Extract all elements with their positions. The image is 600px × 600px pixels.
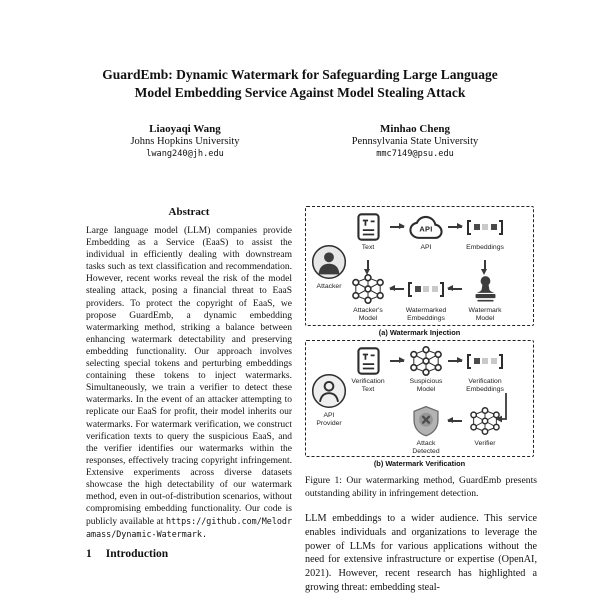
figure1-panel-b <box>305 340 534 457</box>
author-2-email: mmc7149@psu.edu <box>376 149 454 159</box>
attack-detected-label: Attack Detected <box>412 440 440 455</box>
author-2-name: Minhao Cheng <box>380 123 450 135</box>
watermarked-embeddings-icon <box>408 282 444 297</box>
arrow-verifier-to-shield <box>448 420 462 422</box>
attacker-person-icon <box>311 244 347 280</box>
api-icon-text: API <box>419 224 433 233</box>
watermarked-embeddings-node <box>404 273 448 305</box>
verifier-label: Verifier <box>474 440 496 447</box>
arrow-embeddings-down <box>484 260 486 270</box>
text-document-icon <box>357 213 380 241</box>
paper-title <box>70 66 530 102</box>
left-column <box>86 206 292 560</box>
abstract-text <box>86 225 292 541</box>
figure1-panel-a-caption: (a) Watermark Injection <box>378 328 461 337</box>
api-provider-person-icon <box>311 373 347 409</box>
verification-text-document-icon <box>357 347 380 375</box>
watermarked-embeddings-label: Watermarked Embeddings <box>405 307 447 322</box>
introduction-paragraph: LLM embeddings to a wider audience. This service enables individuals and organizations to leverage the power of LLMs for various applications without the need for extensive infrastructure or expertise (OpenAI, 2021). However, recent research has highlighted a growing threat: embedding steal- <box>305 513 537 593</box>
arrow-wmemb-to-model <box>390 288 404 290</box>
api-provider-label: API Provider <box>316 411 342 427</box>
attackers-model-network-icon <box>351 274 385 304</box>
arrow-text-down <box>367 260 369 270</box>
api-provider-figure <box>312 346 346 454</box>
verification-text-label: Verification Text <box>351 378 385 393</box>
api-node <box>404 212 448 242</box>
api-label: API <box>420 244 432 251</box>
watermark-model-node <box>462 273 508 305</box>
right-column <box>305 206 537 594</box>
author-1-email: lwang240@jh.edu <box>146 149 224 159</box>
text-node <box>346 212 390 242</box>
paper-title-line2: Model Embedding Service Against Model Stealing Attack <box>134 85 466 100</box>
suspicious-model-label: Suspicious Model <box>409 378 443 393</box>
embeddings-icon <box>467 220 503 235</box>
arrow-vtext-to-model <box>390 360 404 362</box>
attackers-model-node <box>346 273 390 305</box>
figure1-panel-a <box>305 206 534 326</box>
section-title: Introduction <box>105 548 169 561</box>
author-2-affiliation: Pennsylvania State University <box>351 136 479 147</box>
verification-embeddings-label: Verification Embeddings <box>466 378 504 393</box>
shield-x-icon <box>412 405 440 437</box>
verification-embeddings-node <box>462 346 508 376</box>
embeddings-label: Embeddings <box>466 244 504 251</box>
attack-detected-node <box>404 404 448 438</box>
suspicious-model-network-icon <box>409 346 443 376</box>
arrow-api-to-embeddings <box>448 226 462 228</box>
paper-title-line1: GuardEmb: Dynamic Watermark for Safeguarding Large Language <box>102 67 498 82</box>
author-1-affiliation: Johns Hopkins University <box>130 136 240 147</box>
suspicious-model-node <box>404 346 448 376</box>
arrow-model-to-vemb <box>448 360 462 362</box>
figure1-panel-b-caption: (b) Watermark Verification <box>373 459 466 468</box>
author-1-name: Liaoyaqi Wang <box>149 123 221 135</box>
attacker-figure <box>312 212 346 323</box>
arrow-vemb-to-verifier-elbow <box>495 392 511 426</box>
code-repository-link[interactable]: https://github.com/Melodramass/Dynamic-Watermark. <box>86 516 292 540</box>
verification-text-node <box>346 346 390 376</box>
attacker-label: Attacker <box>316 283 342 291</box>
embeddings-node <box>462 212 508 242</box>
author-block <box>70 123 530 159</box>
arrow-wmmodel-to-wmemb <box>448 288 462 290</box>
watermark-model-label: Watermark Model <box>468 307 502 322</box>
author-2 <box>300 123 530 159</box>
attackers-model-label: Attacker's Model <box>353 307 383 322</box>
abstract-heading: Abstract <box>168 206 210 218</box>
text-label: Text <box>361 244 375 251</box>
author-1 <box>70 123 300 159</box>
abstract-body-text: Large language model (LLM) companies provide Embedding as a Service (EaaS) to assist the individual in efficiently dealing with downstream tasks such as text classification and recommendation. However, recent works reveal the risk of the model stealing attack, posing a financial threat to EaaS providers. To protect the copyright of EaaS, we propose GuardEmb, a dynamic embedding watermarking method, striking a balance between enhancing watermark detectability and preserving embedding functionality. Our approach involves selecting special tokens and perturbing embeddings containing these tokens to inject watermarks. Simultaneously, we train a verifier to detect these watermarks. In the event of an attacker attempting to replicate our EaaS for profit, their model inherits our watermarks. For watermark verification, we construct verification texts to query the suspicious EaaS, and the verifier identifies our watermarks within the responses, effectively tracing copyright infringement. Extensive experiments across diverse datasets showcase the high detectability of our watermark method, even in out-of-distribution scenarios, without compromising embedding functionality. Our code is publicly available at <box>86 226 292 528</box>
section-heading-introduction <box>86 548 292 560</box>
verification-embeddings-icon <box>467 354 503 369</box>
section-number: 1 <box>86 548 92 561</box>
figure1-caption: Figure 1: Our watermarking method, GuardEmb presents outstanding ability in infringement detection. <box>305 475 537 499</box>
watermark-stamp-icon <box>471 275 500 303</box>
arrow-text-to-api <box>390 226 404 228</box>
